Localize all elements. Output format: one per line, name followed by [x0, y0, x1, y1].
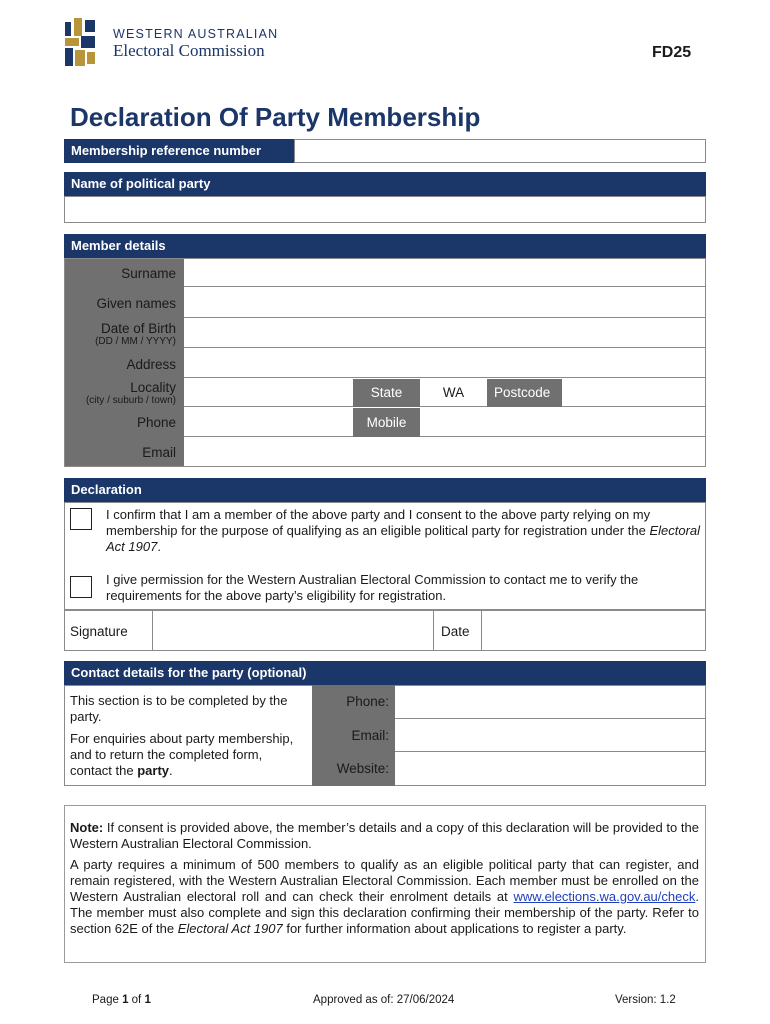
membership-ref-label: Membership reference number — [64, 139, 294, 163]
contact-email-input[interactable] — [395, 719, 705, 752]
version: Version: 1.2 — [615, 994, 676, 1006]
party-name-input[interactable] — [64, 196, 706, 223]
wa-electoral-commission-logo — [63, 16, 97, 68]
locality-label: Locality — [130, 380, 176, 395]
state-value[interactable]: WA — [420, 379, 487, 407]
page-title: Declaration Of Party Membership — [70, 102, 481, 132]
mobile-input[interactable] — [420, 408, 705, 437]
postcode-input[interactable] — [562, 379, 705, 407]
state-label: State — [353, 379, 420, 407]
contact-phone-label: Phone: — [346, 694, 389, 709]
phone-label: Phone — [136, 415, 176, 430]
permission-text: I give permission for the Western Australian Electoral Commission to contact me to verify the requirements for the above party’s eligibility for registration. — [106, 572, 639, 603]
postcode-label: Postcode — [487, 379, 562, 407]
contact-email-label: Email: — [351, 728, 389, 743]
page-number: Page 1 of 1 — [92, 994, 151, 1006]
dob-hint: (DD / MM / YYYY) — [95, 336, 176, 347]
permission-checkbox[interactable] — [70, 576, 92, 598]
logo-mark-icon — [63, 16, 97, 68]
signature-label: Signature — [70, 624, 128, 639]
org-name-line1: WESTERN AUSTRALIAN — [113, 27, 279, 41]
contact-website-label: Website: — [336, 761, 389, 776]
email-label: Email — [142, 445, 176, 460]
contact-note2: For enquiries about party membership, and to return the completed form, contact the party. — [70, 731, 294, 778]
consent-checkbox[interactable] — [70, 508, 92, 530]
given-names-label: Given names — [96, 296, 176, 311]
surname-label: Surname — [121, 266, 176, 281]
party-name-label: Name of political party — [64, 172, 706, 196]
mobile-label: Mobile — [353, 408, 420, 437]
address-input[interactable] — [184, 349, 705, 378]
locality-input[interactable] — [184, 379, 353, 407]
phone-input[interactable] — [184, 408, 353, 437]
note-paragraph-2: A party requires a minimum of 500 members to qualify as an eligible political party that can register, and remain registered, with the Western Australian Electoral Commission. Each member must be enrolled on the Western Australian electoral roll and can check their enrolment details at www.elections.wa.gov.au/check. The member must also complete and sign this declaration confirming their membership of the party. Refer to section 62E of the Electoral Act 1907 for further information about applications to register a party. — [70, 857, 699, 936]
note-paragraph-1: Note: If consent is provided above, the member’s details and a copy of this declaration will be provided to the Western Australian Electoral Commission. — [70, 820, 699, 851]
enrolment-check-link[interactable]: www.elections.wa.gov.au/check — [513, 889, 696, 904]
contact-heading: Contact details for the party (optional) — [64, 661, 706, 685]
membership-ref-input[interactable] — [294, 139, 706, 163]
form-code: FD25 — [652, 44, 692, 61]
address-label: Address — [126, 357, 176, 372]
email-input[interactable] — [184, 438, 705, 466]
date-field[interactable] — [481, 610, 706, 651]
approved-date: Approved as of: 27/06/2024 — [313, 994, 455, 1006]
member-details-heading: Member details — [64, 234, 706, 258]
consent-text: I confirm that I am a member of the above party and I consent to the above party relying on my membership for the purpose of qualifying as an eligible political party for registration under the Electoral Act 1907. — [106, 507, 701, 554]
dob-input[interactable] — [184, 319, 705, 348]
org-name-line2: Electoral Commission — [113, 41, 265, 60]
date-label: Date — [441, 624, 470, 639]
given-names-input[interactable] — [184, 288, 705, 318]
contact-phone-input[interactable] — [395, 686, 705, 719]
declaration-heading: Declaration — [64, 478, 706, 502]
dob-label: Date of Birth — [100, 321, 176, 336]
contact-website-input[interactable] — [395, 753, 705, 785]
signature-field[interactable] — [152, 610, 434, 651]
locality-hint: (city / suburb / town) — [85, 395, 176, 406]
contact-note1: This section is to be completed by the party. — [70, 693, 288, 724]
surname-input[interactable] — [184, 259, 705, 287]
